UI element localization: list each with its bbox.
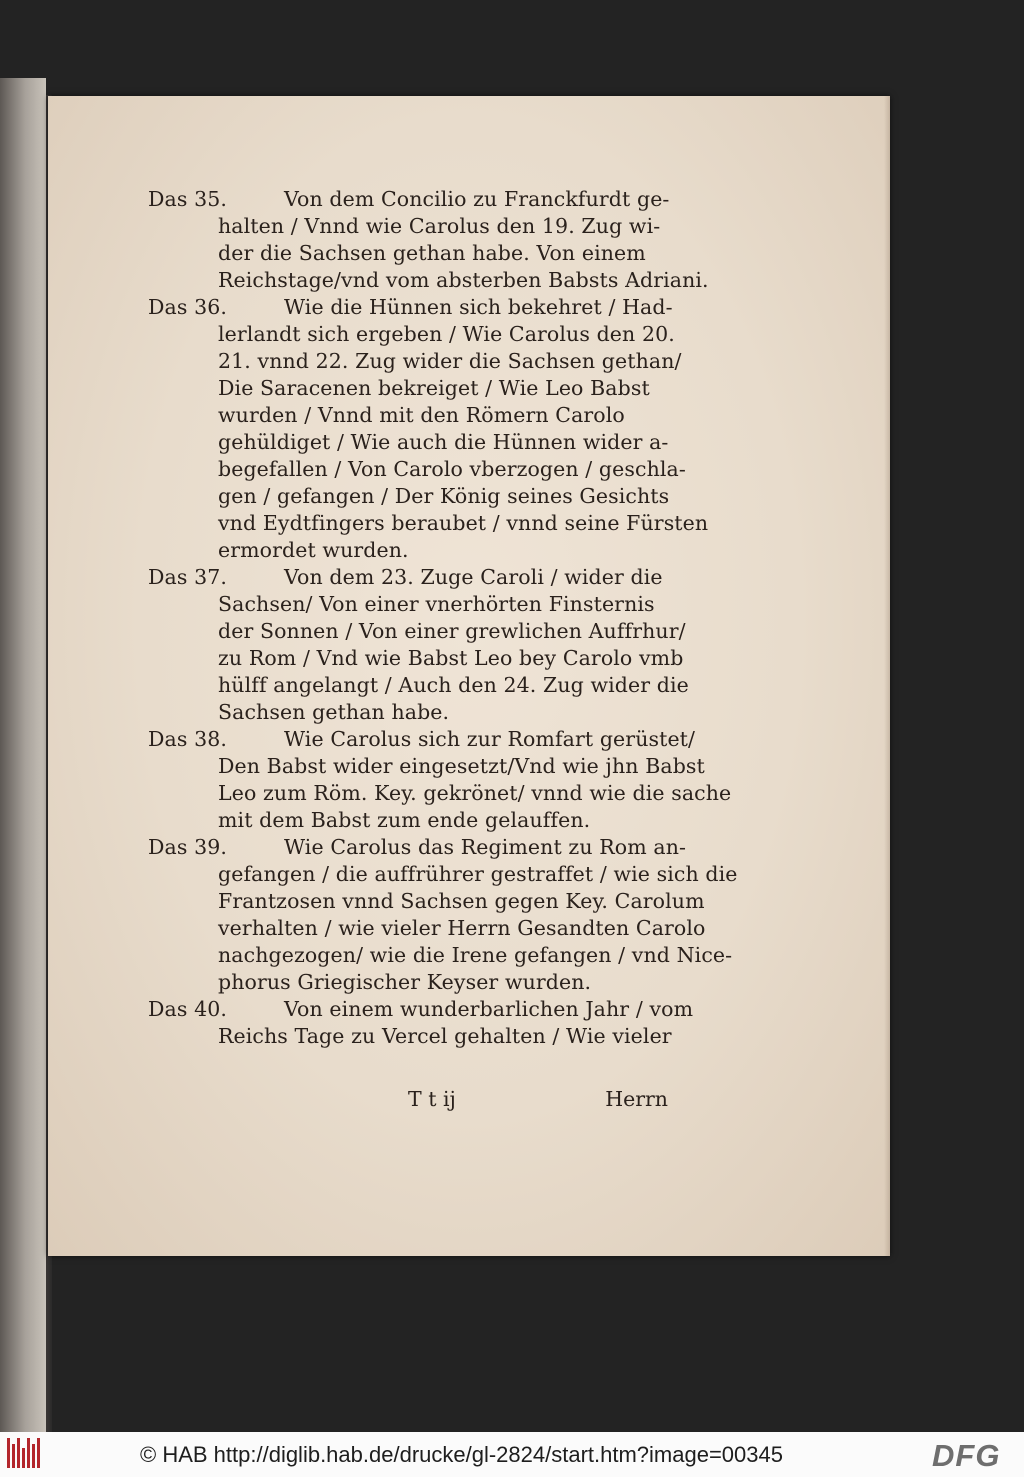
- text-line: [148, 510, 709, 537]
- chapter-text: gen / gefangen / Der König seines Gesichts: [218, 484, 670, 508]
- text-line: [148, 375, 668, 402]
- chapter-text: vnd Eydtfingers beraubet / vnnd seine Fürsten: [218, 511, 709, 535]
- text-line: [148, 672, 689, 699]
- hab-logo-icon: [6, 1438, 42, 1468]
- chapter-entry: [148, 564, 689, 726]
- chapter-text: der Sonnen / Von einer grewlichen Auffrhur/: [218, 619, 686, 643]
- chapter-text: mit dem Babst zum ende gelauffen.: [218, 808, 591, 832]
- text-line: [148, 240, 668, 267]
- chapter-text: Reichs Tage zu Vercel gehalten / Wie vieler: [218, 1024, 672, 1048]
- chapter-text: wurden / Vnnd mit den Römern Carolo: [218, 403, 625, 427]
- dfg-logo: DFG: [932, 1438, 1001, 1473]
- chapter-text: zu Rom / Vnd wie Babst Leo bey Carolo vmb: [218, 646, 684, 670]
- left-page-edge: [0, 78, 46, 1432]
- text-line: [148, 645, 684, 672]
- chapter-list: [148, 186, 738, 1050]
- page-foot-line: [148, 1084, 668, 1114]
- text-line: [148, 888, 705, 915]
- chapter-text: Von dem 23. Zuge Caroli / wider die: [284, 565, 663, 589]
- text-line: [148, 807, 668, 834]
- text-line: [148, 996, 694, 1023]
- chapter-number: Das 35.: [148, 187, 227, 211]
- footer-bar: [0, 1432, 1024, 1477]
- text-line: [148, 1023, 672, 1050]
- text-line: [148, 861, 738, 888]
- text-line: [148, 213, 668, 240]
- chapter-text: der die Sachsen gethan habe. Von einem: [218, 241, 646, 265]
- chapter-text: halten / Vnnd wie Carolus den 19. Zug wi-: [218, 214, 661, 238]
- text-line: [148, 402, 668, 429]
- signature-mark: T t ij: [408, 1087, 456, 1111]
- chapter-entry: [148, 996, 694, 1050]
- copyright-link[interactable]: © HAB http://diglib.hab.de/drucke/gl-2824/start.htm?image=00345: [140, 1442, 783, 1467]
- text-line: [148, 780, 732, 807]
- chapter-text: Frantzosen vnnd Sachsen gegen Key. Carolum: [218, 889, 705, 913]
- text-line: [148, 429, 668, 456]
- text-line: [148, 456, 686, 483]
- chapter-text: Den Babst wider eingesetzt/Vnd wie jhn Babst: [218, 754, 705, 778]
- text-line: [148, 699, 668, 726]
- chapter-number: Das 37.: [148, 565, 227, 589]
- text-line: [148, 348, 682, 375]
- chapter-entry: [148, 186, 709, 294]
- chapter-text: Die Saracenen bekreiget / Wie Leo Babst: [218, 376, 650, 400]
- chapter-entry: [148, 294, 709, 564]
- chapter-number: Das 38.: [148, 727, 227, 751]
- chapter-entry: [148, 834, 738, 996]
- chapter-text: phorus Griegischer Keyser wurden.: [218, 970, 592, 994]
- text-line: [148, 483, 668, 510]
- chapter-text: begefallen / Von Carolo vberzogen / geschla-: [218, 457, 686, 481]
- book-page: [48, 96, 890, 1256]
- chapter-text: Von einem wunderbarlichen Jahr / vom: [284, 997, 694, 1021]
- chapter-text: Sachsen gethan habe.: [218, 700, 450, 724]
- text-line: [148, 564, 668, 591]
- text-line: [148, 753, 705, 780]
- chapter-text: Wie Carolus das Regiment zu Rom an-: [284, 835, 687, 859]
- chapter-text: gefangen / die auffrührer gestraffet / wie sich die: [218, 862, 738, 886]
- text-line: [148, 618, 686, 645]
- page-edge: [884, 96, 890, 1256]
- text-line: [148, 267, 709, 294]
- chapter-text: nachgezogen/ wie die Irene gefangen / vnd Nice-: [218, 943, 733, 967]
- chapter-text: Von dem Concilio zu Franckfurdt ge-: [284, 187, 670, 211]
- chapter-text: gehüldiget / Wie auch die Hünnen wider a-: [218, 430, 669, 454]
- chapter-text: Wie Carolus sich zur Romfart gerüstet/: [284, 727, 696, 751]
- text-line: [148, 591, 668, 618]
- chapter-text: lerlandt sich ergeben / Wie Carolus den 20.: [218, 322, 675, 346]
- chapter-number: Das 36.: [148, 295, 227, 319]
- chapter-number: Das 40.: [148, 997, 227, 1021]
- text-line: [148, 969, 668, 996]
- chapter-text: ermordet wurden.: [218, 538, 409, 562]
- chapter-text: Sachsen/ Von einer vnerhörten Finsternis: [218, 592, 655, 616]
- text-line: [148, 915, 706, 942]
- chapter-text: 21. vnnd 22. Zug wider die Sachsen gethan/: [218, 349, 682, 373]
- text-line: [148, 834, 687, 861]
- text-line: [148, 321, 675, 348]
- text-line: [148, 186, 668, 213]
- catchword: Herrn: [605, 1087, 668, 1111]
- chapter-text: hülff angelangt / Auch den 24. Zug wider die: [218, 673, 689, 697]
- chapter-text: Leo zum Röm. Key. gekrönet/ vnnd wie die sache: [218, 781, 732, 805]
- chapter-number: Das 39.: [148, 835, 227, 859]
- text-line: [148, 726, 696, 753]
- chapter-text: verhalten / wie vieler Herrn Gesandten Carolo: [218, 916, 706, 940]
- chapter-text: Wie die Hünnen sich bekehret / Had-: [284, 295, 673, 319]
- text-line: [148, 537, 668, 564]
- chapter-entry: [148, 726, 732, 834]
- text-line: [148, 942, 733, 969]
- chapter-text: Reichstage/vnd vom absterben Babsts Adriani.: [218, 268, 709, 292]
- text-line: [148, 294, 673, 321]
